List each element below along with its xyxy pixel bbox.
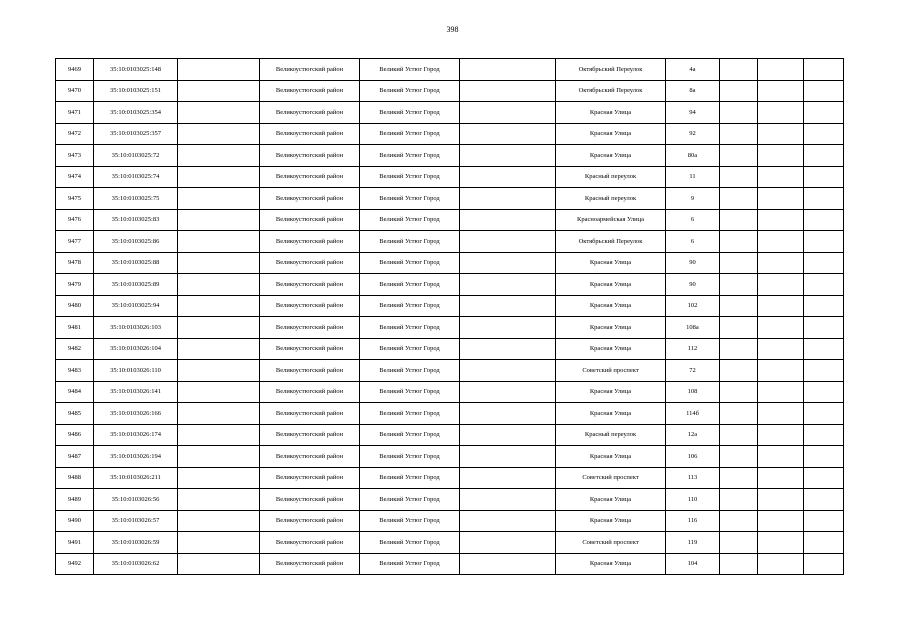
empty-cell: [460, 188, 556, 210]
table-row: [56, 510, 844, 532]
empty-cell: [758, 424, 804, 446]
house-number-cell: 102: [666, 295, 720, 317]
empty-cell: [720, 424, 758, 446]
row-number-cell: 9469: [56, 59, 94, 81]
street-cell: Красная Улица: [556, 102, 666, 124]
empty-cell: [720, 274, 758, 296]
empty-cell: [178, 102, 260, 124]
empty-cell: [178, 381, 260, 403]
empty-cell: [758, 80, 804, 102]
settlement-cell: Великий Устюг Город: [360, 510, 460, 532]
settlement-cell: Великий Устюг Город: [360, 166, 460, 188]
empty-cell: [758, 123, 804, 145]
empty-cell: [460, 231, 556, 253]
empty-cell: [804, 424, 844, 446]
empty-cell: [758, 188, 804, 210]
district-cell: Великоустюгский район: [260, 59, 360, 81]
street-cell: Октябрьский Переулок: [556, 59, 666, 81]
district-cell: Великоустюгский район: [260, 489, 360, 511]
district-cell: Великоустюгский район: [260, 231, 360, 253]
empty-cell: [720, 446, 758, 468]
house-number-cell: 119: [666, 532, 720, 554]
empty-cell: [758, 403, 804, 425]
row-number-cell: 9470: [56, 80, 94, 102]
cadastral-number-cell: 35:10:0103025:83: [94, 209, 178, 231]
empty-cell: [460, 59, 556, 81]
empty-cell: [804, 252, 844, 274]
street-cell: Красная Улица: [556, 317, 666, 339]
empty-cell: [720, 381, 758, 403]
table-row: [56, 295, 844, 317]
settlement-cell: Великий Устюг Город: [360, 295, 460, 317]
empty-cell: [460, 532, 556, 554]
table-row: [56, 209, 844, 231]
empty-cell: [720, 231, 758, 253]
empty-cell: [758, 274, 804, 296]
empty-cell: [178, 231, 260, 253]
empty-cell: [804, 446, 844, 468]
cadastral-number-cell: 35:10:0103025:75: [94, 188, 178, 210]
empty-cell: [460, 295, 556, 317]
row-number-cell: 9476: [56, 209, 94, 231]
settlement-cell: Великий Устюг Город: [360, 274, 460, 296]
row-number-cell: 9478: [56, 252, 94, 274]
street-cell: Красная Улица: [556, 123, 666, 145]
cadastral-number-cell: 35:10:0103025:86: [94, 231, 178, 253]
empty-cell: [720, 59, 758, 81]
empty-cell: [758, 231, 804, 253]
table-row: [56, 381, 844, 403]
empty-cell: [804, 553, 844, 575]
cadastral-number-cell: 35:10:0103026:104: [94, 338, 178, 360]
district-cell: Великоустюгский район: [260, 188, 360, 210]
district-cell: Великоустюгский район: [260, 102, 360, 124]
empty-cell: [460, 274, 556, 296]
settlement-cell: Великий Устюг Город: [360, 209, 460, 231]
house-number-cell: 108: [666, 381, 720, 403]
house-number-cell: 9: [666, 188, 720, 210]
empty-cell: [720, 467, 758, 489]
empty-cell: [720, 80, 758, 102]
house-number-cell: 110: [666, 489, 720, 511]
cadastral-number-cell: 35:10:0103026:59: [94, 532, 178, 554]
row-number-cell: 9483: [56, 360, 94, 382]
row-number-cell: 9481: [56, 317, 94, 339]
house-number-cell: 72: [666, 360, 720, 382]
house-number-cell: 92: [666, 123, 720, 145]
row-number-cell: 9485: [56, 403, 94, 425]
house-number-cell: 4а: [666, 59, 720, 81]
empty-cell: [460, 446, 556, 468]
settlement-cell: Великий Устюг Город: [360, 403, 460, 425]
cadastral-number-cell: 35:10:0103026:110: [94, 360, 178, 382]
district-cell: Великоустюгский район: [260, 467, 360, 489]
cadastral-number-cell: 35:10:0103026:211: [94, 467, 178, 489]
row-number-cell: 9477: [56, 231, 94, 253]
street-cell: Красная Улица: [556, 145, 666, 167]
empty-cell: [758, 489, 804, 511]
district-cell: Великоустюгский район: [260, 317, 360, 339]
empty-cell: [178, 403, 260, 425]
empty-cell: [804, 295, 844, 317]
empty-cell: [178, 360, 260, 382]
row-number-cell: 9471: [56, 102, 94, 124]
settlement-cell: Великий Устюг Город: [360, 446, 460, 468]
empty-cell: [720, 360, 758, 382]
empty-cell: [460, 489, 556, 511]
settlement-cell: Великий Устюг Город: [360, 252, 460, 274]
empty-cell: [178, 295, 260, 317]
house-number-cell: 112: [666, 338, 720, 360]
settlement-cell: Великий Устюг Город: [360, 553, 460, 575]
empty-cell: [804, 188, 844, 210]
house-number-cell: 116: [666, 510, 720, 532]
settlement-cell: Великий Устюг Город: [360, 424, 460, 446]
table-row: [56, 467, 844, 489]
row-number-cell: 9484: [56, 381, 94, 403]
house-number-cell: 94: [666, 102, 720, 124]
district-cell: Великоустюгский район: [260, 381, 360, 403]
row-number-cell: 9488: [56, 467, 94, 489]
empty-cell: [460, 553, 556, 575]
cadastral-number-cell: 35:10:0103025:88: [94, 252, 178, 274]
district-cell: Великоустюгский район: [260, 209, 360, 231]
cadastral-number-cell: 35:10:0103026:141: [94, 381, 178, 403]
empty-cell: [178, 123, 260, 145]
cadastral-number-cell: 35:10:0103026:174: [94, 424, 178, 446]
settlement-cell: Великий Устюг Город: [360, 360, 460, 382]
street-cell: Красная Улица: [556, 274, 666, 296]
empty-cell: [758, 102, 804, 124]
empty-cell: [804, 338, 844, 360]
empty-cell: [460, 123, 556, 145]
empty-cell: [460, 145, 556, 167]
row-number-cell: 9479: [56, 274, 94, 296]
street-cell: Советский проспект: [556, 360, 666, 382]
empty-cell: [758, 252, 804, 274]
empty-cell: [178, 338, 260, 360]
empty-cell: [758, 360, 804, 382]
empty-cell: [758, 446, 804, 468]
empty-cell: [758, 295, 804, 317]
table-row: [56, 231, 844, 253]
empty-cell: [720, 145, 758, 167]
row-number-cell: 9492: [56, 553, 94, 575]
street-cell: Красная Улица: [556, 252, 666, 274]
table-row: [56, 59, 844, 81]
district-cell: Великоустюгский район: [260, 360, 360, 382]
street-cell: Красная Улица: [556, 489, 666, 511]
empty-cell: [758, 532, 804, 554]
district-cell: Великоустюгский район: [260, 403, 360, 425]
empty-cell: [758, 59, 804, 81]
empty-cell: [720, 209, 758, 231]
table-row: [56, 338, 844, 360]
table-row: [56, 446, 844, 468]
house-number-cell: 80а: [666, 145, 720, 167]
table-row: [56, 360, 844, 382]
empty-cell: [804, 274, 844, 296]
empty-cell: [178, 510, 260, 532]
table-row: [56, 532, 844, 554]
street-cell: Красный переулок: [556, 166, 666, 188]
empty-cell: [804, 145, 844, 167]
house-number-cell: 106: [666, 446, 720, 468]
page-number: 398: [446, 25, 459, 34]
house-number-cell: 12а: [666, 424, 720, 446]
cadastral-number-cell: 35:10:0103025:354: [94, 102, 178, 124]
street-cell: Советский проспект: [556, 467, 666, 489]
street-cell: Красноармейская Улица: [556, 209, 666, 231]
empty-cell: [178, 145, 260, 167]
cadastral-number-cell: 35:10:0103025:148: [94, 59, 178, 81]
district-cell: Великоустюгский район: [260, 532, 360, 554]
cadastral-number-cell: 35:10:0103026:57: [94, 510, 178, 532]
empty-cell: [460, 338, 556, 360]
empty-cell: [758, 338, 804, 360]
empty-cell: [720, 252, 758, 274]
empty-cell: [758, 145, 804, 167]
empty-cell: [460, 252, 556, 274]
street-cell: Красная Улица: [556, 381, 666, 403]
table-row: [56, 489, 844, 511]
row-number-cell: 9490: [56, 510, 94, 532]
settlement-cell: Великий Устюг Город: [360, 123, 460, 145]
settlement-cell: Великий Устюг Город: [360, 381, 460, 403]
empty-cell: [720, 489, 758, 511]
district-cell: Великоустюгский район: [260, 274, 360, 296]
empty-cell: [804, 403, 844, 425]
empty-cell: [804, 80, 844, 102]
settlement-cell: Великий Устюг Город: [360, 80, 460, 102]
house-number-cell: 90: [666, 274, 720, 296]
district-cell: Великоустюгский район: [260, 123, 360, 145]
empty-cell: [758, 467, 804, 489]
street-cell: Советский проспект: [556, 532, 666, 554]
row-number-cell: 9475: [56, 188, 94, 210]
empty-cell: [460, 424, 556, 446]
empty-cell: [460, 510, 556, 532]
house-number-cell: 6: [666, 209, 720, 231]
street-cell: Октябрьский Переулок: [556, 80, 666, 102]
empty-cell: [804, 102, 844, 124]
settlement-cell: Великий Устюг Город: [360, 145, 460, 167]
row-number-cell: 9482: [56, 338, 94, 360]
row-number-cell: 9487: [56, 446, 94, 468]
settlement-cell: Великий Устюг Город: [360, 317, 460, 339]
empty-cell: [758, 166, 804, 188]
cadastral-number-cell: 35:10:0103025:94: [94, 295, 178, 317]
row-number-cell: 9489: [56, 489, 94, 511]
settlement-cell: Великий Устюг Город: [360, 489, 460, 511]
empty-cell: [720, 553, 758, 575]
empty-cell: [178, 166, 260, 188]
row-number-cell: 9491: [56, 532, 94, 554]
empty-cell: [460, 381, 556, 403]
empty-cell: [758, 381, 804, 403]
empty-cell: [804, 123, 844, 145]
table-row: [56, 145, 844, 167]
settlement-cell: Великий Устюг Город: [360, 467, 460, 489]
empty-cell: [178, 446, 260, 468]
district-cell: Великоустюгский район: [260, 145, 360, 167]
empty-cell: [804, 166, 844, 188]
empty-cell: [178, 188, 260, 210]
cadastral-number-cell: 35:10:0103026:194: [94, 446, 178, 468]
row-number-cell: 9486: [56, 424, 94, 446]
empty-cell: [758, 209, 804, 231]
cadastral-number-cell: 35:10:0103026:56: [94, 489, 178, 511]
empty-cell: [178, 553, 260, 575]
house-number-cell: 104: [666, 553, 720, 575]
street-cell: Красная Улица: [556, 553, 666, 575]
empty-cell: [178, 80, 260, 102]
empty-cell: [720, 532, 758, 554]
street-cell: Красная Улица: [556, 510, 666, 532]
row-number-cell: 9480: [56, 295, 94, 317]
table-row: [56, 553, 844, 575]
street-cell: Красная Улица: [556, 295, 666, 317]
cadastral-number-cell: 35:10:0103025:151: [94, 80, 178, 102]
cadastral-number-cell: 35:10:0103025:357: [94, 123, 178, 145]
empty-cell: [720, 295, 758, 317]
district-cell: Великоустюгский район: [260, 553, 360, 575]
empty-cell: [178, 532, 260, 554]
empty-cell: [720, 317, 758, 339]
district-cell: Великоустюгский район: [260, 80, 360, 102]
cadastral-number-cell: 35:10:0103026:62: [94, 553, 178, 575]
empty-cell: [804, 231, 844, 253]
empty-cell: [804, 381, 844, 403]
empty-cell: [804, 532, 844, 554]
house-number-cell: 11: [666, 166, 720, 188]
row-number-cell: 9474: [56, 166, 94, 188]
empty-cell: [720, 102, 758, 124]
house-number-cell: 6: [666, 231, 720, 253]
empty-cell: [720, 403, 758, 425]
cadastral-number-cell: 35:10:0103026:103: [94, 317, 178, 339]
table-row: [56, 274, 844, 296]
cadastral-number-cell: 35:10:0103025:74: [94, 166, 178, 188]
street-cell: Красный переулок: [556, 188, 666, 210]
empty-cell: [460, 209, 556, 231]
table-row: [56, 424, 844, 446]
street-cell: Красная Улица: [556, 403, 666, 425]
settlement-cell: Великий Устюг Город: [360, 102, 460, 124]
settlement-cell: Великий Устюг Город: [360, 338, 460, 360]
street-cell: Красный переулок: [556, 424, 666, 446]
empty-cell: [460, 360, 556, 382]
empty-cell: [720, 166, 758, 188]
empty-cell: [758, 553, 804, 575]
empty-cell: [720, 510, 758, 532]
registry-body: [56, 59, 844, 575]
district-cell: Великоустюгский район: [260, 252, 360, 274]
empty-cell: [178, 59, 260, 81]
empty-cell: [460, 166, 556, 188]
district-cell: Великоустюгский район: [260, 424, 360, 446]
table-row: [56, 80, 844, 102]
empty-cell: [758, 317, 804, 339]
settlement-cell: Великий Устюг Город: [360, 188, 460, 210]
table-row: [56, 166, 844, 188]
empty-cell: [460, 467, 556, 489]
district-cell: Великоустюгский район: [260, 166, 360, 188]
empty-cell: [178, 274, 260, 296]
empty-cell: [460, 403, 556, 425]
empty-cell: [178, 489, 260, 511]
cadastral-number-cell: 35:10:0103025:89: [94, 274, 178, 296]
empty-cell: [178, 209, 260, 231]
empty-cell: [720, 188, 758, 210]
house-number-cell: 108а: [666, 317, 720, 339]
district-cell: Великоустюгский район: [260, 510, 360, 532]
table-row: [56, 123, 844, 145]
table-row: [56, 403, 844, 425]
empty-cell: [460, 80, 556, 102]
empty-cell: [460, 317, 556, 339]
empty-cell: [804, 317, 844, 339]
registry-table: [55, 58, 844, 575]
table-row: [56, 102, 844, 124]
row-number-cell: 9473: [56, 145, 94, 167]
empty-cell: [804, 489, 844, 511]
table-row: [56, 252, 844, 274]
district-cell: Великоустюгский район: [260, 338, 360, 360]
empty-cell: [178, 467, 260, 489]
cadastral-number-cell: 35:10:0103025:72: [94, 145, 178, 167]
empty-cell: [178, 424, 260, 446]
empty-cell: [804, 209, 844, 231]
empty-cell: [178, 252, 260, 274]
table-row: [56, 188, 844, 210]
row-number-cell: 9472: [56, 123, 94, 145]
empty-cell: [720, 123, 758, 145]
empty-cell: [178, 317, 260, 339]
empty-cell: [804, 59, 844, 81]
street-cell: Красная Улица: [556, 446, 666, 468]
street-cell: Октябрьский Переулок: [556, 231, 666, 253]
empty-cell: [460, 102, 556, 124]
house-number-cell: 8а: [666, 80, 720, 102]
empty-cell: [720, 338, 758, 360]
empty-cell: [758, 510, 804, 532]
settlement-cell: Великий Устюг Город: [360, 59, 460, 81]
cadastral-number-cell: 35:10:0103026:166: [94, 403, 178, 425]
empty-cell: [804, 467, 844, 489]
settlement-cell: Великий Устюг Город: [360, 231, 460, 253]
house-number-cell: 114б: [666, 403, 720, 425]
house-number-cell: 113: [666, 467, 720, 489]
district-cell: Великоустюгский район: [260, 446, 360, 468]
house-number-cell: 90: [666, 252, 720, 274]
empty-cell: [804, 360, 844, 382]
table-row: [56, 317, 844, 339]
district-cell: Великоустюгский район: [260, 295, 360, 317]
empty-cell: [804, 510, 844, 532]
street-cell: Красная Улица: [556, 338, 666, 360]
settlement-cell: Великий Устюг Город: [360, 532, 460, 554]
